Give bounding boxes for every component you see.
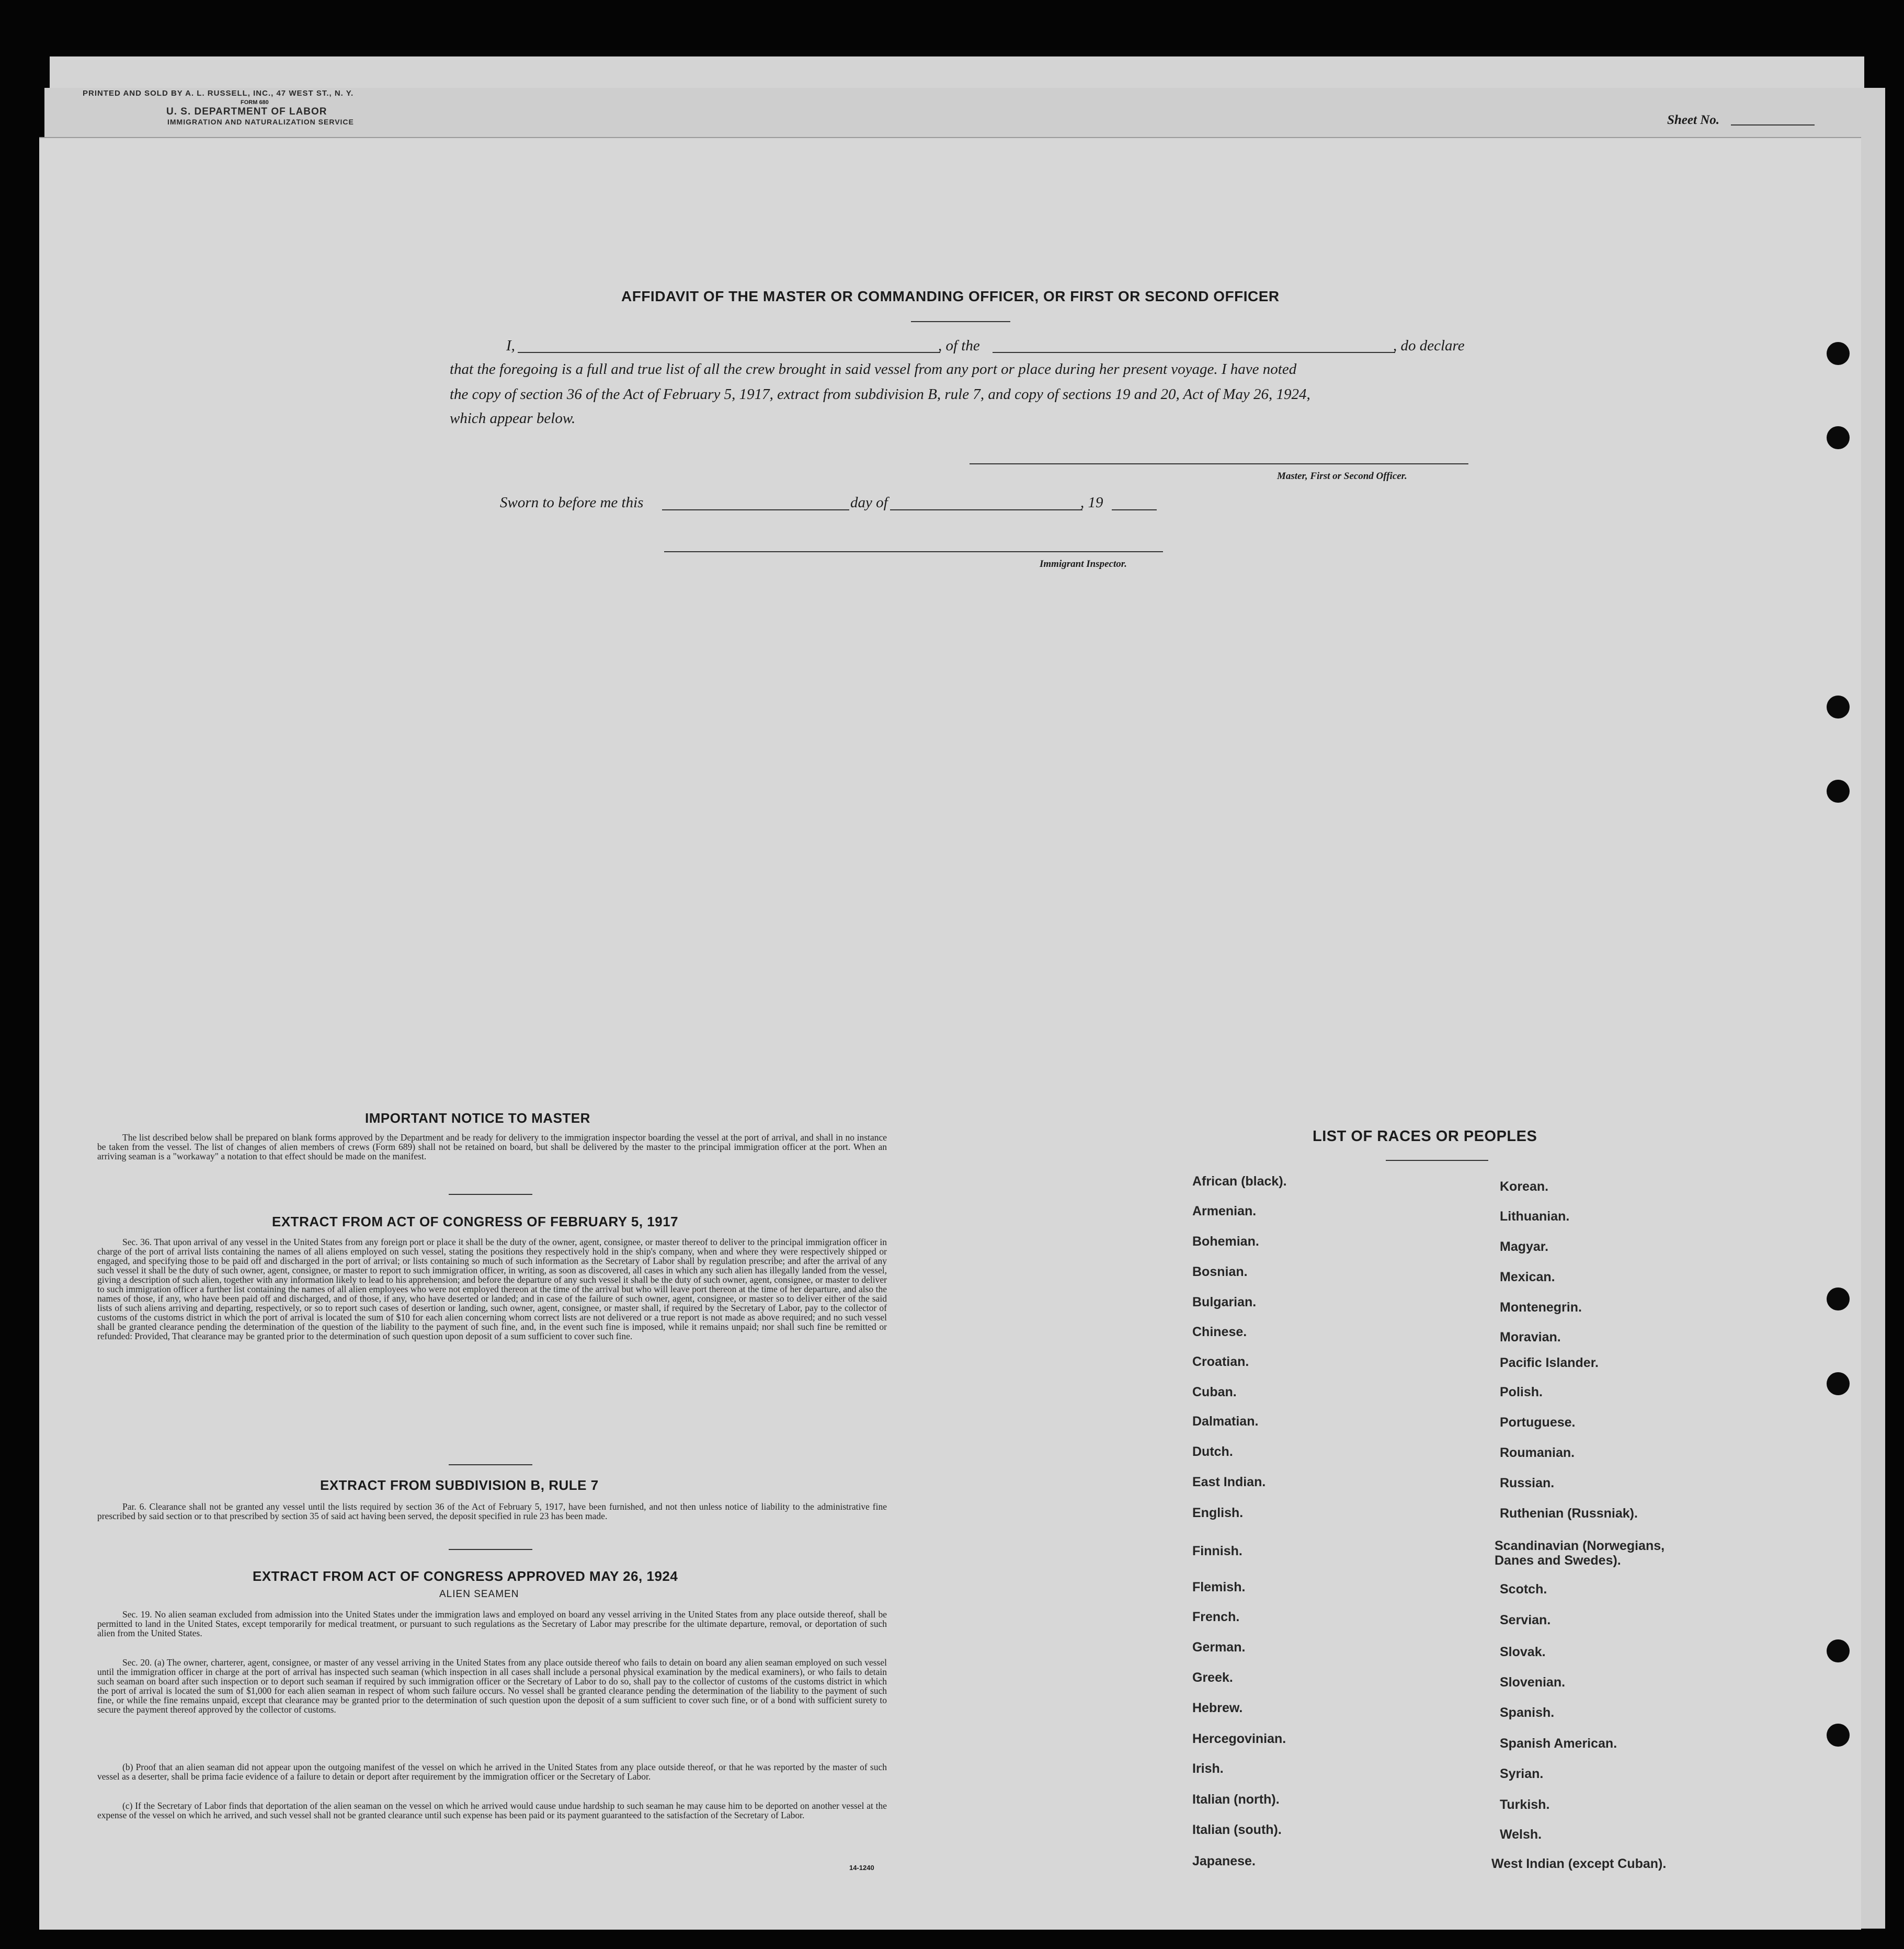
affidavit-title: AFFIDAVIT OF THE MASTER OR COMMANDING OFFICER, OR FIRST OR SECOND OFFICER	[621, 288, 1280, 304]
race-item: Spanish.	[1500, 1705, 1555, 1720]
service-line: IMMIGRATION AND NATURALIZATION SERVICE	[167, 118, 354, 126]
race-item: Dalmatian.	[1192, 1414, 1259, 1429]
punch-hole	[1827, 1724, 1850, 1747]
race-item: Italian (north).	[1192, 1792, 1280, 1807]
affidavit-of-the: , of the	[938, 337, 980, 354]
race-item: Finnish.	[1192, 1544, 1242, 1558]
race-item: West Indian (except Cuban).	[1491, 1856, 1667, 1871]
race-item: Pacific Islander.	[1500, 1355, 1599, 1370]
race-item: Slovak.	[1500, 1645, 1546, 1659]
subdivision-b-title: EXTRACT FROM SUBDIVISION B, RULE 7	[320, 1477, 599, 1493]
race-item: Flemish.	[1192, 1580, 1246, 1594]
punch-hole	[1827, 696, 1850, 719]
race-item: Ruthenian (Russniak).	[1500, 1506, 1638, 1521]
notice-rule	[449, 1194, 532, 1195]
extract-1917-title: EXTRACT FROM ACT OF CONGRESS OF FEBRUARY 5, 1917	[272, 1214, 679, 1229]
race-item: Montenegrin.	[1500, 1300, 1582, 1315]
race-item: Syrian.	[1500, 1766, 1544, 1781]
extract-1917-text: Sec. 36. That upon arrival of any vessel in the United States from any foreign port or place it shall be the duty of the owner, agent, consignee, or master thereof to deliver to the principal immigration officer in charge of the port of arrival lists containing the names of all aliens employed on such vessel, stating the positions they respectively hold in the ship's company, when and where they were respectively shipped or engaged, and specifying those to be paid off and discharged in the port of arrival; or lists containing so much of such information as the Secretary of Labor shall by regulation prescribe; and after the arrival of any such vessel it shall be the duty of such owner, agent, consignee, or master to report to such immigration officer, in writing, as soon as discovered, all cases in which any such alien has illegally landed from the vessel, giving a description of such alien, together with any information likely to lead to his apprehension; and before the departure of any such vessel it shall be the duty of such owner, agent, consignee, or master to deliver to such immigration officer a further list containing the names of all alien employees who were not employed thereon at the time of the arrival but who will leave port thereon at the time of her departure, and also the names of those, if any, who have been paid off and discharged, and of those, if any, who have deserted or landed; and in case of the failure of such owner, agent, consignee, or master so to deliver either of the said lists of such aliens arriving and departing, respectively, or so to report such cases of desertion or landing, such owner, agent, consignee, or master shall, if required by the Secretary of Labor, pay to the collector of customs of the customs district in which the port of arrival is located the sum of $10 for each alien concerning whom correct lists are not delivered or a true report is not made as above required; and no such vessel shall be granted clearance pending the determination of the question of the liability to the payment of such fine, and, in the event such fine is imposed, while it remains unpaid; nor shall such fine be remitted or refunded: Provided, That clearance may be granted prior to the determination of such question upon deposit of a sum sufficient to cover such fine.	[97, 1237, 887, 1341]
races-title-rule	[1386, 1160, 1488, 1161]
sworn-day-of: day of	[850, 494, 888, 511]
department-line: U. S. DEPARTMENT OF LABOR	[166, 106, 327, 117]
punch-hole	[1827, 780, 1850, 803]
form-number: FORM 680	[241, 99, 269, 106]
punch-hole	[1827, 1287, 1850, 1310]
sworn-day-blank[interactable]	[662, 509, 849, 510]
race-item: Bulgarian.	[1192, 1295, 1257, 1309]
inspector-line[interactable]	[664, 551, 1163, 552]
notice-text: The list described below shall be prepared on blank forms approved by the Department and be ready for delivery to the immigration inspector boarding the vessel at the port of arrival, and shall in no instance be taken from the vessel. The list of changes of alien members of crews (Form 689) shall not be retained on board, but shall be delivered by the master to the principal immigration officer at the port. When an arriving seaman is a "workaway" a notation to that effect should be made on the manifest.	[97, 1132, 887, 1161]
affidavit-line-3: which appear below.	[450, 410, 576, 427]
subdivision-b-text: Par. 6. Clearance shall not be granted any vessel until the lists required by section 36 of the Act of February 5, 1917, have been furnished, and not then unless notice of liability to the administrative fine prescribed by said section or to that prescribed by section 35 of said act having been served, the deposit specified in rule 23 has been made.	[97, 1501, 887, 1521]
sheet-number-label: Sheet No.	[1667, 113, 1719, 127]
race-item: Moravian.	[1500, 1330, 1561, 1344]
race-item: Turkish.	[1500, 1797, 1550, 1812]
race-item: Greek.	[1192, 1670, 1233, 1685]
name-blank[interactable]	[518, 352, 940, 353]
race-item: Russian.	[1500, 1476, 1555, 1490]
sworn-label: Sworn to before me this	[500, 494, 644, 511]
race-item: Portuguese.	[1500, 1415, 1576, 1430]
print-code: 14-1240	[849, 1864, 874, 1872]
race-item: Armenian.	[1192, 1204, 1257, 1218]
race-item: Roumanian.	[1500, 1445, 1575, 1460]
extract-1917-rule	[449, 1464, 532, 1465]
race-item: Cuban.	[1192, 1385, 1237, 1399]
race-item: Mexican.	[1500, 1270, 1555, 1284]
affidavit-line-2: the copy of section 36 of the Act of February 5, 1917, extract from subdivision B, rule 7, and copy of sections 19 and 20, Act of May 26, 1924,	[450, 386, 1310, 403]
race-item: Hebrew.	[1192, 1701, 1243, 1715]
race-item: Servian.	[1500, 1613, 1551, 1627]
punch-hole	[1827, 342, 1850, 365]
affidavit-title-rule	[911, 321, 1010, 322]
race-item: East Indian.	[1192, 1475, 1266, 1489]
race-item: Scotch.	[1500, 1582, 1547, 1597]
race-item: Italian (south).	[1192, 1822, 1282, 1837]
race-item: Bosnian.	[1192, 1264, 1248, 1279]
vessel-blank[interactable]	[993, 352, 1395, 353]
race-item: Croatian.	[1192, 1354, 1249, 1369]
sworn-year-blank[interactable]	[1112, 509, 1157, 510]
race-item: Lithuanian.	[1500, 1209, 1570, 1224]
punch-hole	[1827, 1639, 1850, 1662]
affidavit-do-declare: , do declare	[1393, 337, 1465, 354]
extract-1924-sec19: Sec. 19. No alien seaman excluded from admission into the United States under the immigration laws and employed on board any vessel arriving in the United States from any place outside thereof, shall be permitted to land in the United States, except temporarily for medical treatment, or pursuant to such regulations as the Secretary of Labor may prescribe for the ultimate departure, removal, or deportation of such alien from the United States.	[97, 1609, 887, 1638]
race-item: Dutch.	[1192, 1444, 1233, 1459]
subdivision-b-rule	[449, 1549, 532, 1550]
race-item: Irish.	[1192, 1761, 1224, 1776]
race-item: Japanese.	[1192, 1854, 1256, 1868]
race-item: Magyar.	[1500, 1239, 1549, 1254]
race-item: Chinese.	[1192, 1325, 1247, 1339]
inspector-caption: Immigrant Inspector.	[1040, 559, 1127, 569]
race-item: Polish.	[1500, 1385, 1543, 1399]
extract-1924-title: EXTRACT FROM ACT OF CONGRESS APPROVED MAY 26, 1924	[253, 1568, 678, 1584]
signature-line[interactable]	[970, 463, 1468, 464]
extract-1924-sec20b: (b) Proof that an alien seaman did not appear upon the outgoing manifest of the vessel on which he arrived in the United States from any place outside thereof, or that he was reported by the master of such vessel as a deserter, shall be prima facie evidence of a failure to detain or deport after requirement by the immigration officer or the Secretary of Labor.	[97, 1762, 887, 1782]
race-item: Hercegovinian.	[1192, 1731, 1286, 1746]
race-item: Spanish American.	[1500, 1736, 1617, 1751]
extract-1924-sec20c: (c) If the Secretary of Labor finds that deportation of the alien seaman on the vessel on which he arrived would cause undue hardship to such seaman he may cause him to be deported on another vessel at the expense of the vessel on which he arrived, and such vessel shall not be granted clearance until such expense has been paid or its payment guaranteed to the satisfaction of the Secretary of Labor.	[97, 1800, 887, 1820]
race-item: Bohemian.	[1192, 1234, 1259, 1249]
punch-hole	[1827, 426, 1850, 449]
race-item: Slovenian.	[1500, 1675, 1566, 1690]
sworn-month-blank[interactable]	[890, 509, 1082, 510]
races-title: LIST OF RACES OR PEOPLES	[1313, 1128, 1537, 1145]
printer-line: PRINTED AND SOLD BY A. L. RUSSELL, INC., 47 WEST ST., N. Y.	[83, 89, 354, 98]
extract-1924-sec20a: Sec. 20. (a) The owner, charterer, agent, consignee, or master of any vessel arriving in the United States from any place outside thereof who fails to detain on board any alien seaman employed on such vessel until the immigration officer in charge at the port of arrival has inspected such seaman (which inspection in all cases shall include a personal physical examination by the medical examiners), or who fails to detain such seaman on board after such inspection or to deport such seaman if required by such immigration officer or the Secretary of Labor to do so, shall pay to the collector of customs of the customs district in which the port of arrival is located the sum of $1,000 for each alien seaman in respect of whom such failure occurs. No vessel shall be granted clearance pending the determination of the liability to the payment of such fine, or while the fine remains unpaid, except that clearance may be granted prior to the determination of such question upon the deposit of a sum sufficient to cover such fine, or of a bond with sufficient surety to secure the payment thereof approved by the collector of customs.	[97, 1657, 887, 1715]
race-item: French.	[1192, 1610, 1240, 1624]
race-item: English.	[1192, 1506, 1244, 1520]
race-item: African (black).	[1192, 1174, 1287, 1189]
race-item: Welsh.	[1500, 1827, 1542, 1842]
extract-1924-subtitle: ALIEN SEAMEN	[439, 1589, 519, 1600]
notice-title: IMPORTANT NOTICE TO MASTER	[365, 1110, 590, 1126]
race-item: German.	[1192, 1640, 1246, 1655]
affidavit-i-label: I,	[506, 337, 515, 354]
signature-caption: Master, First or Second Officer.	[1277, 471, 1407, 482]
punch-hole	[1827, 1372, 1850, 1395]
affidavit-line-1: that the foregoing is a full and true list of all the crew brought in said vessel from any port or place during her present voyage. I have noted	[450, 361, 1297, 378]
race-item: Scandinavian (Norwegians, Danes and Swedes).	[1495, 1538, 1665, 1568]
sworn-year: , 19	[1080, 494, 1103, 511]
sheet-number-line	[1731, 124, 1815, 126]
race-item: Korean.	[1500, 1179, 1549, 1194]
